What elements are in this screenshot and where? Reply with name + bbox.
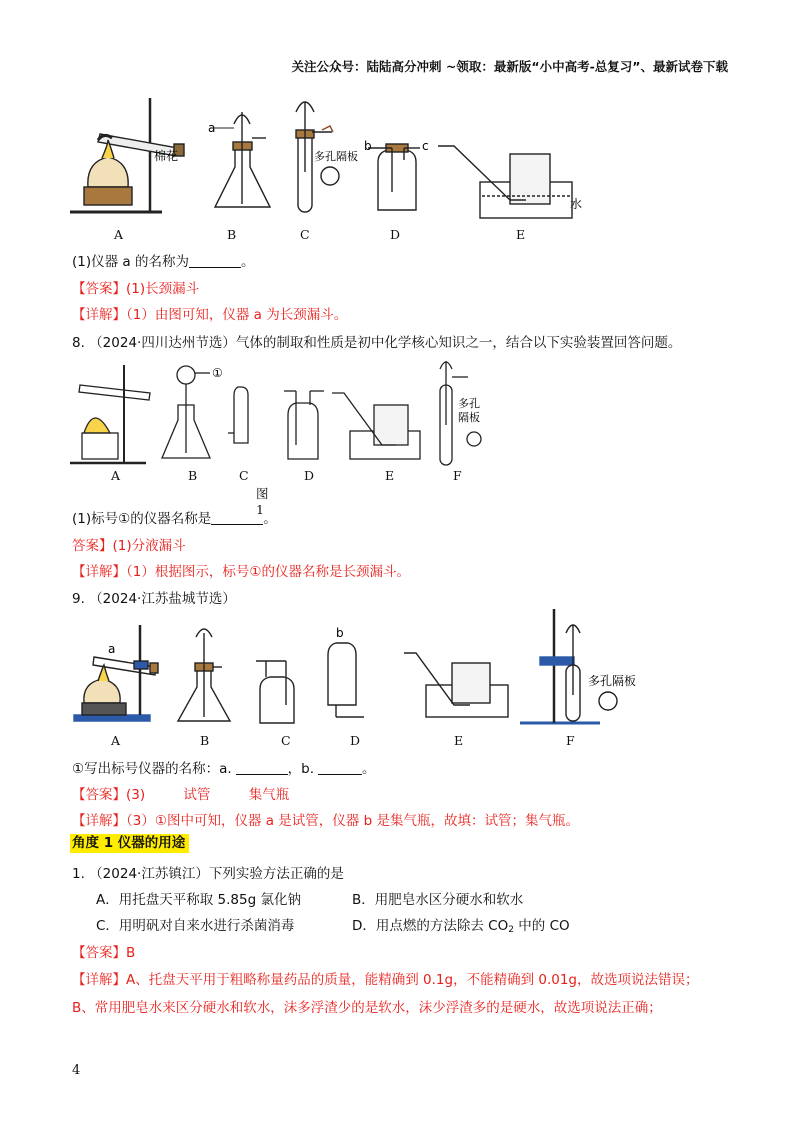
page-number: 4 bbox=[72, 1063, 81, 1078]
q8-answer: 答案】(1)分液漏斗 bbox=[72, 538, 186, 554]
figure-caption: 图1 bbox=[256, 486, 269, 517]
q8-question: (1)标号①的仪器名称是 。 bbox=[72, 511, 277, 527]
label-B: B bbox=[227, 227, 237, 242]
q7-detail: 【详解】（1）由图可知，仪器 a 为长颈漏斗。 bbox=[72, 307, 348, 323]
answer-blank-b bbox=[318, 760, 362, 775]
label-C: C bbox=[281, 733, 291, 748]
svg-text:b: b bbox=[336, 626, 344, 640]
option-d: D．用点燃的方法除去 $CO_2$ 中的 CO bbox=[352, 918, 570, 935]
label-D: D bbox=[390, 227, 401, 242]
apparatus-figure-q9 bbox=[70, 605, 637, 735]
label-C: C bbox=[300, 227, 310, 242]
svg-text:多孔: 多孔 bbox=[458, 397, 480, 410]
q9-stem: 9. （2024·江苏盐城节选） bbox=[72, 591, 236, 607]
answer-blank bbox=[211, 510, 263, 525]
q1-detail-b: B、常用肥皂水来区分硬水和软水，沫多浮渣少的是软水，沫少浮渣多的是硬水，故选项说法正确； bbox=[72, 1000, 662, 1016]
option-a: A．用托盘天平称取 5.85g 氯化钠 bbox=[96, 892, 301, 908]
q1-answer: 【答案】B bbox=[72, 945, 136, 961]
q1-detail: 【详解】A、托盘天平用于粗略称量药品的质量，能精确到 0.1g，不能精确到 0.01g，故选项说法错误； bbox=[72, 972, 699, 988]
label-D: D bbox=[304, 468, 315, 483]
answer-blank-a bbox=[236, 760, 288, 775]
label-E: E bbox=[385, 468, 395, 483]
label-E: E bbox=[454, 733, 464, 748]
label-F: F bbox=[453, 468, 462, 483]
svg-text:①: ① bbox=[212, 366, 223, 380]
svg-text:a: a bbox=[108, 642, 116, 656]
option-c: C．用明矾对自来水进行杀菌消毒 bbox=[96, 918, 295, 934]
svg-text:a: a bbox=[208, 121, 216, 135]
q1-stem: 1. （2024·江苏镇江）下列实验方法正确的是 bbox=[72, 866, 344, 882]
q7-answer: 【答案】(1)长颈漏斗 bbox=[72, 281, 200, 297]
label-B: B bbox=[188, 468, 198, 483]
svg-text:隔板: 隔板 bbox=[458, 411, 480, 424]
q9-question: ①写出标号仪器的名称：a. ，b. 。 bbox=[72, 761, 376, 777]
label-D: D bbox=[350, 733, 361, 748]
apparatus-figure-q7 bbox=[70, 92, 590, 242]
svg-text:棉花: 棉花 bbox=[154, 149, 179, 163]
q9-detail: 【详解】（3）①图中可知，仪器 a 是试管，仪器 b 是集气瓶，故填：试管；集气瓶。 bbox=[72, 813, 579, 829]
label-E: E bbox=[516, 227, 526, 242]
answer-blank bbox=[189, 253, 241, 268]
q9-answer: 【答案】(3) 试管 集气瓶 bbox=[72, 787, 290, 803]
label-A: A bbox=[114, 227, 124, 242]
option-b: B．用肥皂水区分硬水和软水 bbox=[352, 892, 524, 908]
q7-question: (1)仪器 a 的名称为 。 bbox=[72, 254, 255, 270]
label-A: A bbox=[111, 733, 121, 748]
label-C: C bbox=[239, 468, 249, 483]
label-F: F bbox=[566, 733, 575, 748]
apparatus-figure-q8 bbox=[70, 355, 510, 475]
svg-text:c: c bbox=[422, 139, 429, 153]
svg-text:水: 水 bbox=[570, 197, 583, 211]
q8-detail: 【详解】（1）根据图示，标号①的仪器名称是长颈漏斗。 bbox=[72, 564, 410, 580]
label-A: A bbox=[111, 468, 121, 483]
page-header: 关注公众号：陆陆高分冲刺 ~领取：最新版“小中高考-总复习”、最新试卷下载 bbox=[291, 59, 728, 74]
svg-text:b: b bbox=[364, 139, 372, 153]
svg-text:多孔隔板: 多孔隔板 bbox=[314, 150, 358, 163]
svg-text:多孔隔板: 多孔隔板 bbox=[588, 674, 637, 688]
label-B: B bbox=[200, 733, 210, 748]
section-heading: 角度 1 仪器的用途 bbox=[70, 834, 189, 853]
q8-stem: 8. （2024·四川达州节选）气体的制取和性质是初中化学核心知识之一，结合以下实验装置回答问题。 bbox=[72, 335, 682, 351]
